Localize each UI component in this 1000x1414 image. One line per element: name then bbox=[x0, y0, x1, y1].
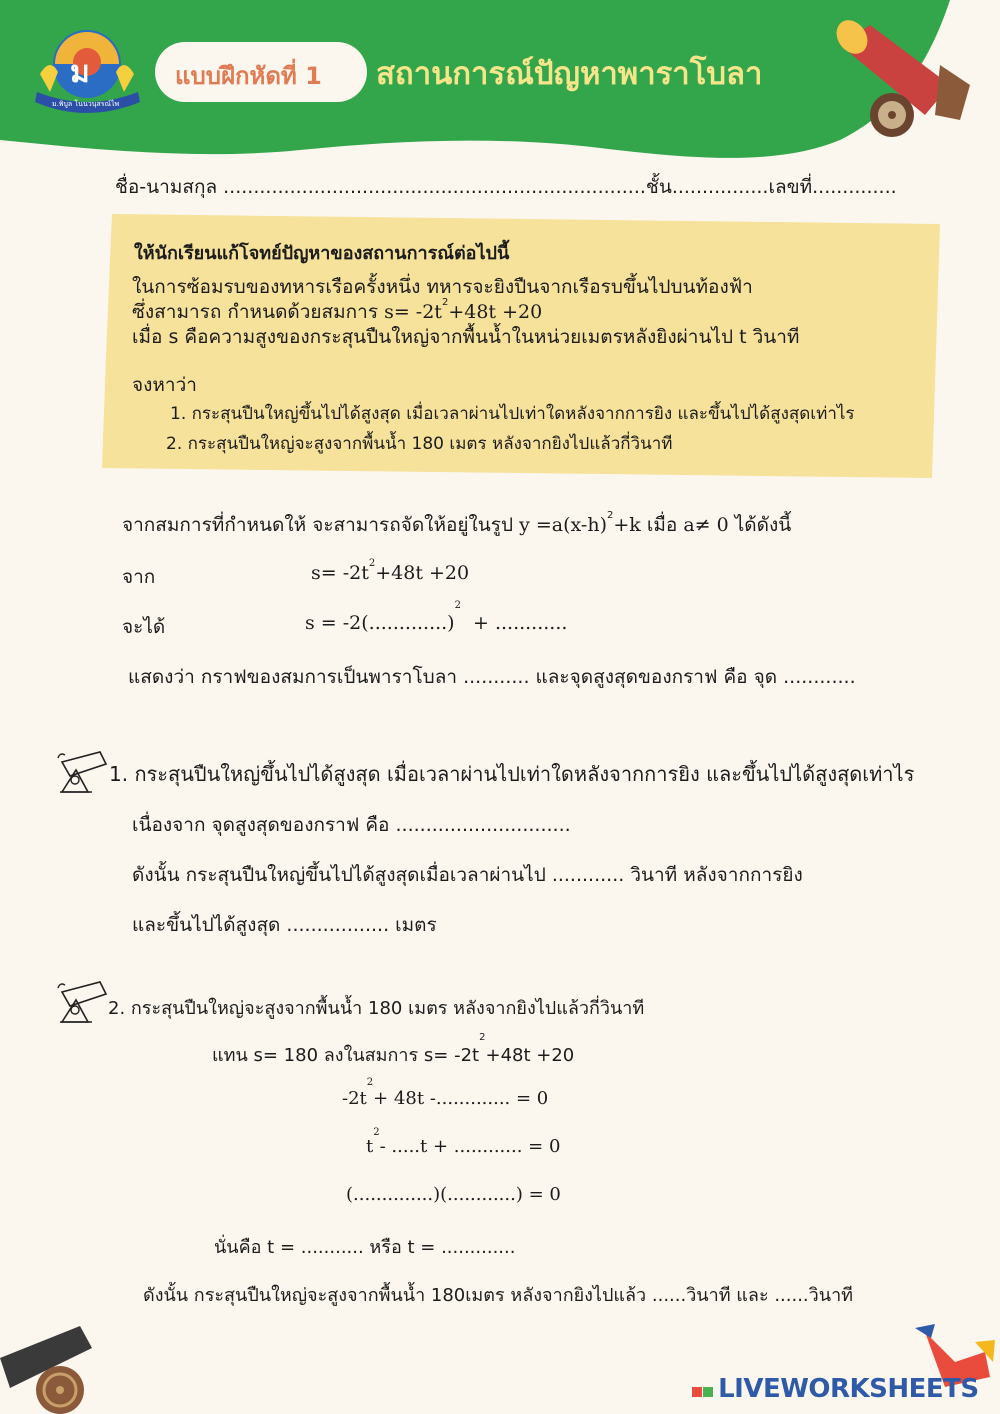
from-equation-a: s= -2t bbox=[311, 562, 369, 584]
class-label: ชั้น bbox=[645, 176, 672, 198]
intro-text-c: ได้ดังนี้ bbox=[728, 514, 792, 536]
get-label: จะได้ bbox=[122, 616, 166, 638]
get-equation[interactable] bbox=[305, 599, 568, 634]
intro-exponent: 2 bbox=[606, 509, 614, 521]
intro-condition: a≠ 0 bbox=[683, 514, 729, 536]
from-label: จาก bbox=[122, 566, 156, 588]
find-label: จงหาว่า bbox=[132, 374, 197, 396]
problem-question-1: 1. กระสุนปืนใหญ่ขึ้นไปได้สูงสุด เมื่อเวลาผ่านไปเท่าใดหลังจากการยิง และขึ้นไปได้สูงสุดเท่าไร bbox=[170, 404, 855, 424]
substitute-text: แทน s= 180 ลงในสมการ s= -2t bbox=[212, 1045, 480, 1066]
equation-b: +48t +20 bbox=[448, 301, 543, 323]
logo-letter: ม bbox=[70, 55, 90, 90]
answer2-step1[interactable] bbox=[342, 1077, 549, 1109]
problem-question-2: 2. กระสุนปืนใหญ่จะสูงจากพื้นน้ำ 180 เมตร หลังจากยิงไปแล้วกี่วินาที bbox=[166, 434, 673, 454]
answer1-therefore[interactable]: ดังนั้น กระสุนปืนใหญ่ขึ้นไปได้สูงสุดเมื่อเวลาผ่านไป ............ วินาที หลังจากการยิง bbox=[132, 864, 803, 886]
answer1-since[interactable]: เนื่องจาก จุดสูงสุดของกราฟ คือ ............................. bbox=[132, 814, 571, 836]
step2-exponent: 2 bbox=[373, 1127, 380, 1138]
problem-line-1: ในการซ้อมรบของทหารเรือครั้งหนึ่ง ทหารจะยิงปืนจากเรือรบขึ้นไปบนท้องฟ้า bbox=[132, 276, 753, 298]
cannon-icon bbox=[830, 15, 980, 145]
logo-caption: ม.พิบูล โนนวนุสรณ์ไพ bbox=[52, 100, 120, 108]
brand-text: LIVEWORKSHEETS bbox=[718, 1374, 979, 1404]
intro-equation-a: y =a(x-h) bbox=[519, 514, 607, 536]
answer2-substitute bbox=[212, 1032, 575, 1069]
problem-heading: ให้นักเรียนแก้โจทย์ปัญหาของสถานการณ์ต่อไปนี้ bbox=[134, 243, 510, 264]
name-label: ชื่อ-นามสกุล bbox=[115, 176, 224, 198]
cannon-outline-icon bbox=[56, 978, 108, 1026]
intro-text-b: เมื่อ bbox=[640, 514, 684, 536]
from-equation-b: +48t +20 bbox=[375, 562, 470, 584]
from-equation bbox=[311, 557, 470, 584]
number-label: เลขที่ bbox=[768, 176, 813, 198]
exponent: 2 bbox=[441, 296, 449, 308]
get-equation-b[interactable]: + ............ bbox=[472, 612, 568, 634]
intro-equation-b: +k bbox=[613, 514, 641, 536]
from-exponent: 2 bbox=[368, 557, 376, 569]
student-info-line bbox=[115, 172, 897, 202]
answer2-step3[interactable]: (..............)(............) = 0 bbox=[346, 1184, 561, 1205]
answer1-max-height[interactable]: และขึ้นไปได้สูงสุด ................. เมตร bbox=[132, 914, 437, 936]
answer2-conclusion[interactable]: ดังนั้น กระสุนปืนใหญ่จะสูงจากพื้นน้ำ 180เมตร หลังจากยิงไปแล้ว ......วินาที และ ......วินาที bbox=[143, 1285, 854, 1306]
step1-b[interactable]: + 48t -............. = 0 bbox=[373, 1088, 549, 1109]
get-exponent: 2 bbox=[454, 599, 461, 611]
cannon-outline-icon bbox=[56, 748, 108, 796]
step1-a: -2t bbox=[342, 1088, 367, 1109]
equation-a: s= -2t bbox=[384, 301, 442, 323]
step2-a: t bbox=[366, 1136, 374, 1157]
step2-b[interactable]: - .....t + ............ = 0 bbox=[379, 1136, 561, 1157]
get-equation-a[interactable]: s = -2(.............) bbox=[305, 612, 455, 634]
problem-line-2-text: ซึ่งสามารถ กำหนดด้วยสมการ bbox=[132, 301, 385, 323]
substitute-exponent: 2 bbox=[479, 1032, 486, 1043]
step1-exponent: 2 bbox=[366, 1077, 374, 1088]
cannon-icon bbox=[0, 1318, 110, 1414]
answer2-question: 2. กระสุนปืนใหญ่จะสูงจากพื้นน้ำ 180 เมตร หลังจากยิงไปแล้วกี่วินาที bbox=[108, 998, 645, 1019]
answer1-question: 1. กระสุนปืนใหญ่ขึ้นไปได้สูงสุด เมื่อเวลาผ่านไปเท่าใดหลังจากการยิง และขึ้นไปได้สูงสุดเท่าไร bbox=[109, 762, 915, 786]
answer2-step2[interactable] bbox=[366, 1127, 561, 1157]
exercise-label: แบบฝึกหัดที่ 1 bbox=[175, 62, 322, 90]
show-line[interactable]: แสดงว่า กราฟของสมการเป็นพาราโบลา ........... และจุดสูงสุดของกราฟ คือ จุด ............ bbox=[128, 666, 856, 688]
page-title: สถานการณ์ปัญหาพาราโบลา bbox=[376, 56, 763, 92]
substitute-equation-b: +48t +20 bbox=[485, 1045, 575, 1066]
class-field[interactable]: ................ bbox=[671, 176, 769, 198]
vertex-form-intro bbox=[122, 510, 791, 540]
answer2-result[interactable]: นั่นคือ t = ........... หรือ t = ............. bbox=[214, 1237, 516, 1258]
intro-text: จากสมการที่กำหนดให้ จะสามารถจัดให้อยู่ในรูป bbox=[122, 514, 520, 536]
number-field[interactable]: .............. bbox=[812, 176, 897, 198]
school-logo-icon bbox=[30, 12, 145, 120]
name-field[interactable]: ...................................................................... bbox=[223, 176, 646, 198]
liveworksheets-logo bbox=[692, 1374, 979, 1404]
problem-line-3: เมื่อ s คือความสูงของกระสุนปืนใหญ่จากพื้นน้ำในหน่วยเมตรหลังยิงผ่านไป t วินาที bbox=[132, 326, 800, 348]
